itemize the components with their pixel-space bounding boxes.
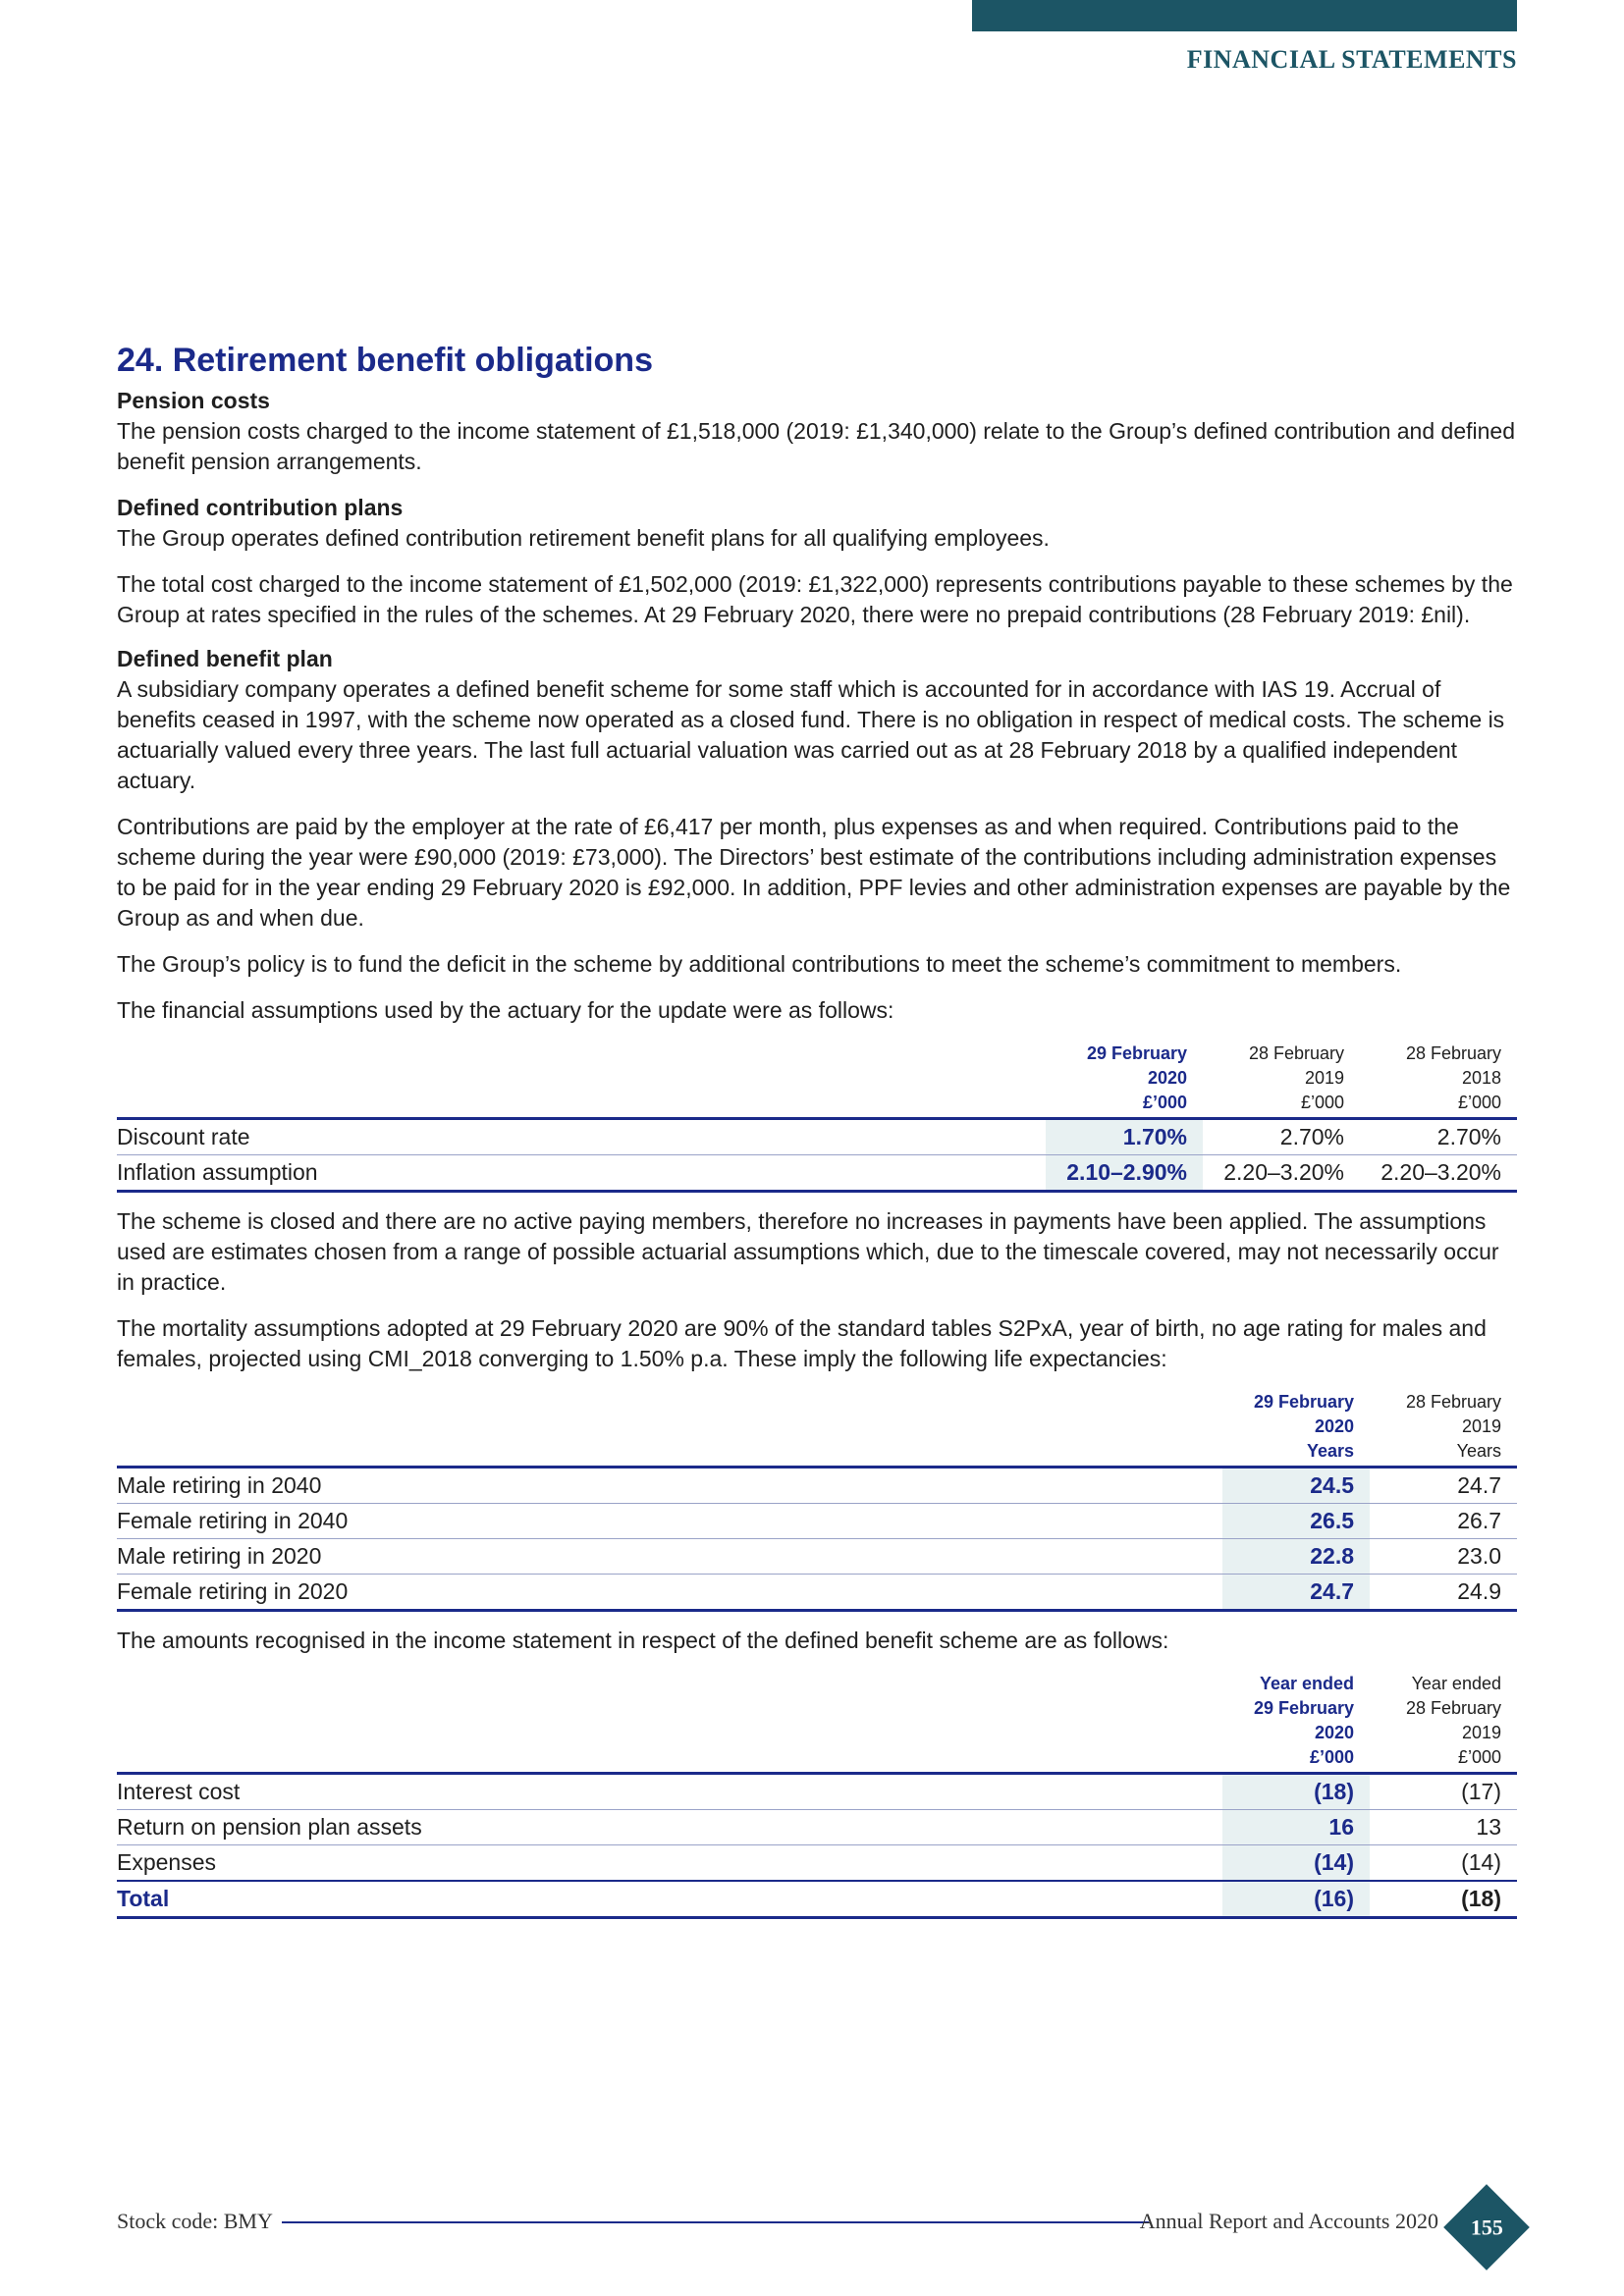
footer-rule [282, 2221, 1149, 2223]
table-header-row [117, 1041, 1517, 1119]
table-header-row [117, 1390, 1517, 1468]
stock-code: Stock code: BMY [117, 2209, 273, 2233]
page-number-badge [1443, 2184, 1530, 2270]
table-row [117, 1539, 1517, 1575]
table-row [117, 1575, 1517, 1611]
report-title: Annual Report and Accounts 2020 [1139, 2209, 1438, 2233]
total-label: Total [117, 1886, 170, 1911]
cell-value: 24.7 [1222, 1575, 1370, 1611]
after-table2-text: The amounts recognised in the income statement in respect of the defined benefit scheme are as follows: [117, 1628, 1169, 1653]
dc-text-2: The total cost charged to the income statement of £1,502,000 (2019: £1,322,000) represents contributions payable to these schemes by the Group at rates specified in the rules of the schemes. At 29 February 2020, there were no prepaid contributions (28 February 2019: £nil). [117, 571, 1513, 627]
cell-value: (17) [1461, 1779, 1501, 1804]
column-header: Year ended 28 February 2019 £’000 [1405, 1674, 1501, 1767]
row-label: Expenses [117, 1849, 217, 1875]
after-table1-text-2: The mortality assumptions adopted at 29 February 2020 are 90% of the standard tables S2PxA, year of birth, no age rating for males and females, projected using CMI_2018 converging to 1.50% p.a. These imply the following life expectancies: [117, 1315, 1487, 1371]
cell-value: (14) [1222, 1845, 1370, 1882]
after-table1-text-1: The scheme is closed and there are no active paying members, therefore no increases in payments have been applied. The assumptions used are estimates chosen from a range of possible actuarial assumptions which, due to the timescale covered, may not necessarily occur in practice. [117, 1208, 1499, 1295]
table-row [117, 1468, 1517, 1504]
dc-text-1: The Group operates defined contribution retirement benefit plans for all qualifying employees. [117, 525, 1050, 551]
table-row [117, 1119, 1517, 1155]
row-label: Interest cost [117, 1779, 241, 1804]
cell-value: 23.0 [1457, 1543, 1501, 1569]
pension-costs-heading: Pension costs [117, 388, 270, 413]
row-label: Male retiring in 2040 [117, 1472, 322, 1498]
db-text-1: A subsidiary company operates a defined benefit scheme for some staff which is accounted for in accordance with IAS 19. Accrual of benefits ceased in 1997, with the scheme now operated as a closed fund. There is no obligation in respect of medical costs. The scheme is actuarially valued every three years. The last full actuarial valuation was carried out as at 28 February 2018 by a qualified independent actuary. [117, 676, 1505, 793]
cell-value: 13 [1476, 1814, 1501, 1840]
db-text-2: Contributions are paid by the employer at the rate of £6,417 per month, plus expenses as and when required. Contributions paid to the scheme during the year were £90,000 (2019: £73,000). The Directors’ best estimate of the contributions including administration expenses to be paid for in the year ending 29 February 2020 is £92,000. In addition, PPF levies and other administration expenses are payable by the Group as and when due. [117, 814, 1511, 931]
column-header: 29 February 2020 Years [1253, 1392, 1354, 1461]
db-text-4: The financial assumptions used by the actuary for the update were as follows: [117, 997, 894, 1023]
column-header: Year ended 29 February 2020 £’000 [1253, 1674, 1354, 1767]
cell-value: 24.7 [1457, 1472, 1501, 1498]
table-row [117, 1774, 1517, 1810]
db-text-3: The Group’s policy is to fund the deficit in the scheme by additional contributions to meet the scheme’s commitment to members. [117, 951, 1402, 977]
column-header: 28 February 2019 Years [1405, 1392, 1501, 1461]
section-label: FINANCIAL STATEMENTS [1186, 45, 1517, 74]
income-statement-table [117, 1672, 1517, 1919]
cell-value: (14) [1461, 1849, 1501, 1875]
cell-value: 26.7 [1457, 1508, 1501, 1533]
page-footer [117, 2203, 1517, 2242]
financial-assumptions-table [117, 1041, 1517, 1193]
table-header-row [117, 1672, 1517, 1774]
table-row [117, 1810, 1517, 1845]
row-label: Return on pension plan assets [117, 1814, 422, 1840]
row-label: Discount rate [117, 1124, 250, 1149]
column-header: 29 February 2020 £’000 [1086, 1043, 1187, 1112]
total-value: (18) [1461, 1886, 1501, 1911]
cell-value: 16 [1222, 1810, 1370, 1845]
cell-value: 2.10–2.90% [1046, 1155, 1203, 1192]
table-row [117, 1504, 1517, 1539]
cell-value: 24.5 [1222, 1468, 1370, 1504]
column-header: 28 February 2019 £’000 [1248, 1043, 1344, 1112]
note-content [117, 342, 1517, 1933]
db-heading: Defined benefit plan [117, 646, 333, 671]
cell-value: 2.70% [1436, 1124, 1501, 1149]
row-label: Male retiring in 2020 [117, 1543, 322, 1569]
page-number: 155 [1470, 2215, 1503, 2239]
cell-value: 2.20–3.20% [1380, 1159, 1501, 1185]
cell-value: 2.70% [1279, 1124, 1344, 1149]
total-row [117, 1881, 1517, 1918]
column-header: 28 February 2018 £’000 [1405, 1043, 1501, 1112]
cell-value: 1.70% [1046, 1119, 1203, 1155]
header-accent-bar [972, 0, 1517, 31]
cell-value: 24.9 [1457, 1578, 1501, 1604]
life-expectancy-table [117, 1390, 1517, 1612]
pension-costs-text: The pension costs charged to the income statement of £1,518,000 (2019: £1,340,000) relate to the Group’s defined contribution and defined benefit pension arrangements. [117, 418, 1515, 474]
cell-value: 2.20–3.20% [1223, 1159, 1344, 1185]
row-label: Female retiring in 2020 [117, 1578, 349, 1604]
cell-value: 26.5 [1222, 1504, 1370, 1539]
table-row [117, 1155, 1517, 1192]
table-row [117, 1845, 1517, 1882]
total-value: (16) [1222, 1881, 1370, 1918]
dc-heading: Defined contribution plans [117, 495, 404, 520]
cell-value: 22.8 [1222, 1539, 1370, 1575]
row-label: Inflation assumption [117, 1159, 318, 1185]
note-title: 24. Retirement benefit obligations [117, 342, 653, 379]
row-label: Female retiring in 2040 [117, 1508, 349, 1533]
cell-value: (18) [1222, 1774, 1370, 1810]
